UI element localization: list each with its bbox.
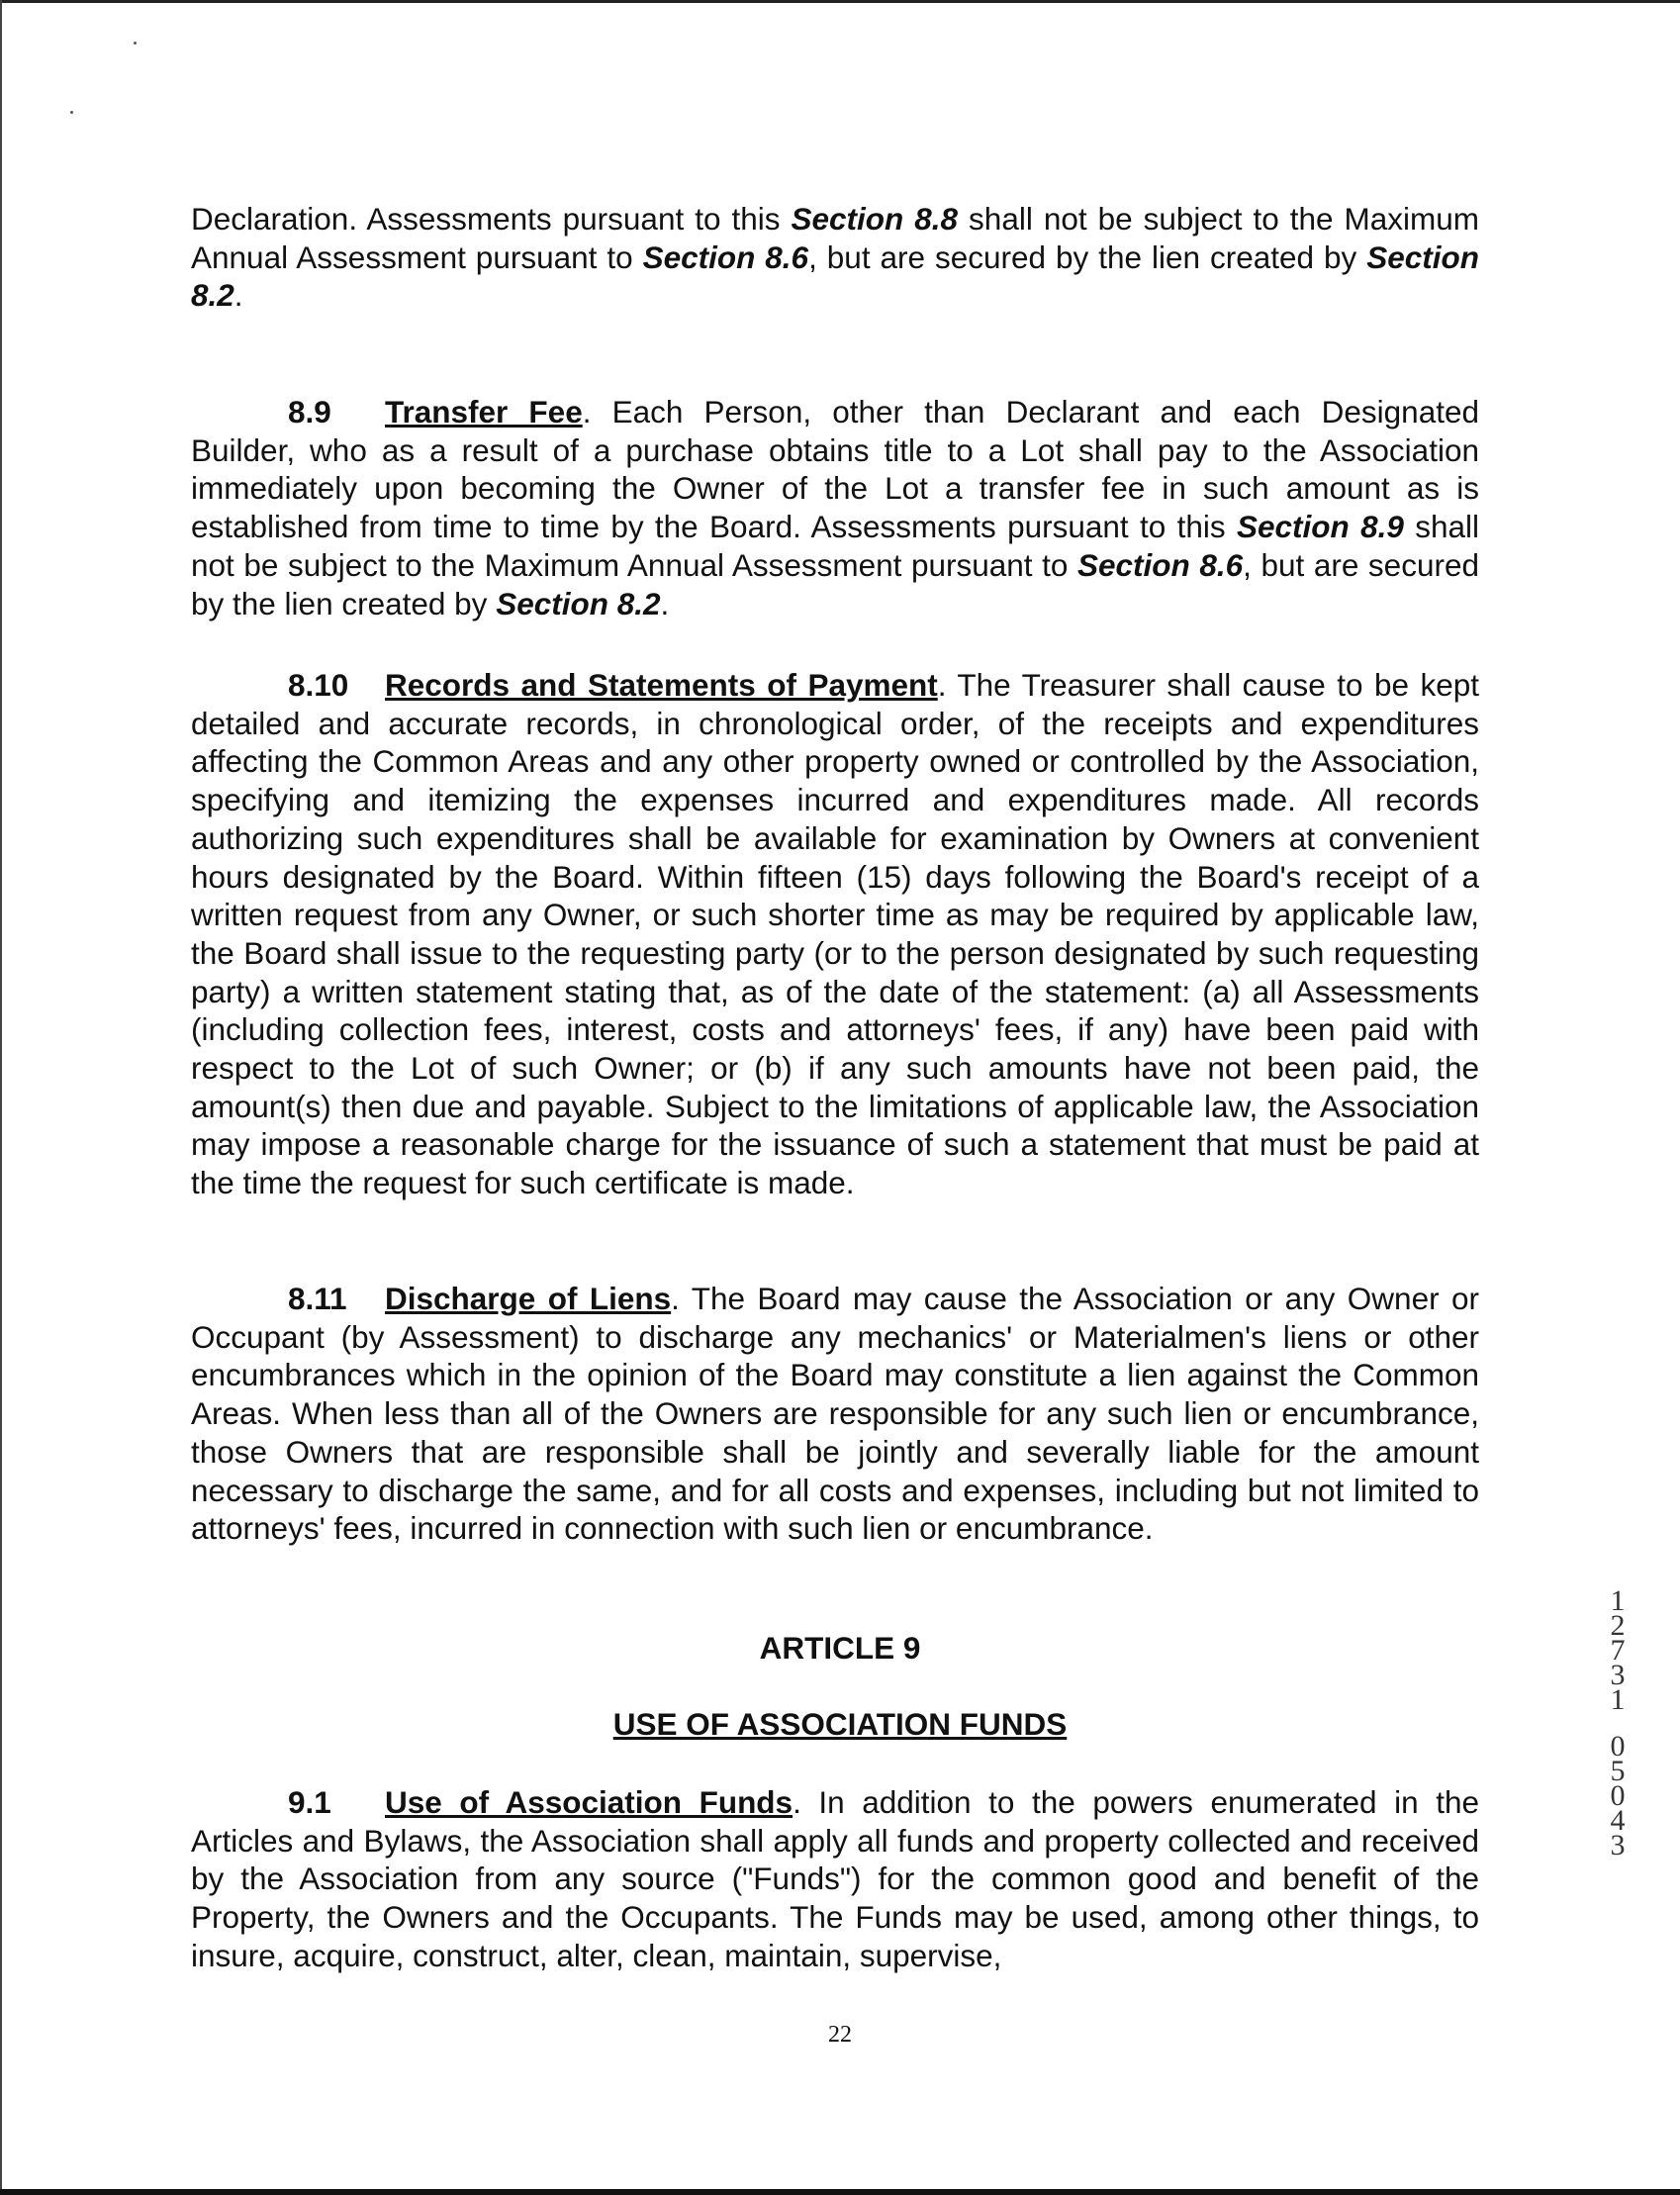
- document-number-stamp: [1603, 1584, 1633, 1861]
- doc-number-digit: 4: [1610, 1804, 1626, 1837]
- doc-number-digit: 0: [1610, 1730, 1626, 1763]
- section-heading: Records and Statements of Payment: [385, 667, 938, 703]
- section-8-11: [191, 1280, 1479, 1548]
- section-reference: Section 8.2: [496, 585, 661, 621]
- paragraph-text: 8.9 Transfer Fee. Each Person, other than Declarant and each Designated Builder, who as a result of a purchase obtains title to a Lot shall pay to the Association immediately upon becoming the Owner of the Lot a transfer fee in such amount as is established from time to time by the Board. Assessments pursuant to this Section 8.9 shall not be subject to the Maximum Annual Assessment pursuant to Section 8.6, but are secured by the lien created by Section 8.2.: [191, 394, 1479, 621]
- scan-speck: [70, 111, 73, 114]
- doc-number-digit: 1: [1610, 1584, 1626, 1617]
- page-number: 22: [828, 2022, 852, 2048]
- paragraph-text: Declaration. Assessments pursuant to this Section 8.8 shall not be subject to the Maximum Annual Assessment pursuant to Section 8.6, but are secured by the lien created by Section 8.2.: [191, 201, 1479, 314]
- paragraph-text: 8.10 Records and Statements of Payment. The Treasurer shall cause to be kept detailed and accurate records, in chronological order, of the receipts and expenditures affecting the Common Areas and any other property owned or controlled by the Association, specifying and itemizing the expenses incurred and expenditures made. All records authorizing such expenditures shall be available for examination by Owners at convenient hours designated by the Board. Within fifteen (15) days following the Board's receipt of a written request from any Owner, or such shorter time as may be required by applicable law, the Board shall issue to the requesting party (or to the person designated by such requesting party) a written statement stating that, as of the date of the statement: (a) all Assessments (including collection fees, interest, costs and attorneys' fees, if any) have been paid with respect to the Lot of such Owner; or (b) if any such amounts have not been paid, the amount(s) then due and payable. Subject to the limitations of applicable law, the Association may impose a reasonable charge for the issuance of such a statement that must be paid at the time the request for such certificate is made.: [191, 667, 1479, 1201]
- paragraph-8-8-tail: [191, 200, 1479, 315]
- scan-border-left: [0, 0, 2, 2195]
- section-heading: Use of Association Funds: [385, 1784, 793, 1820]
- article-subtitle: USE OF ASSOCIATION FUNDS: [612, 1706, 1068, 1742]
- section-8-9: [191, 393, 1479, 622]
- section-number: 9.1: [288, 1784, 331, 1820]
- doc-number-digit: 1: [1610, 1683, 1626, 1716]
- doc-number-digit: 2: [1610, 1609, 1626, 1642]
- scan-speck: [134, 42, 137, 45]
- article-title: ARTICLE 9: [759, 1630, 921, 1666]
- section-reference: Section 8.2: [191, 239, 1479, 314]
- section-reference: Section 8.6: [642, 239, 809, 275]
- section-heading: Transfer Fee: [385, 394, 583, 429]
- section-number: 8.10: [288, 667, 349, 703]
- doc-number-digit: 3: [1610, 1659, 1626, 1691]
- section-reference: Section 8.8: [791, 201, 959, 237]
- doc-number-digit: 3: [1610, 1829, 1626, 1861]
- doc-number-digit: 0: [1610, 1779, 1626, 1812]
- section-reference: Section 8.6: [1076, 546, 1244, 583]
- section-9-1: [191, 1783, 1479, 1975]
- doc-number-digit: 5: [1610, 1755, 1626, 1787]
- paragraph-text: 9.1 Use of Association Funds. In addition to the powers enumerated in the Articles and Bylaws, the Association shall apply all funds and property collected and received by the Association from any source ("Funds") for the common good and benefit of the Property, the Owners and the Occupants. The Funds may be used, among other things, to insure, acquire, construct, alter, clean, maintain, supervise,: [191, 1784, 1479, 1973]
- section-number: 8.11: [288, 1281, 347, 1316]
- paragraph-text: 8.11 Discharge of Liens. The Board may cause the Association or any Owner or Occupant (by Assessment) to discharge any mechanics' or Materialmen's liens or other encumbrances which in the opinion of the Board may constitute a lien against the Common Areas. When less than all of the Owners are responsible for any such lien or encumbrance, those Owners that are responsible shall be jointly and severally liable for the amount necessary to discharge the same, and for all costs and expenses, including but not limited to attorneys' fees, incurred in connection with such lien or encumbrance.: [191, 1281, 1479, 1547]
- scan-border-top: [0, 0, 1680, 3]
- doc-number-digit: 7: [1610, 1634, 1626, 1667]
- scan-border-bottom: [0, 2189, 1680, 2195]
- section-heading: Discharge of Liens: [385, 1281, 672, 1316]
- section-reference: Section 8.9: [1236, 509, 1404, 545]
- section-8-10: [191, 666, 1479, 1202]
- section-number: 8.9: [288, 394, 331, 429]
